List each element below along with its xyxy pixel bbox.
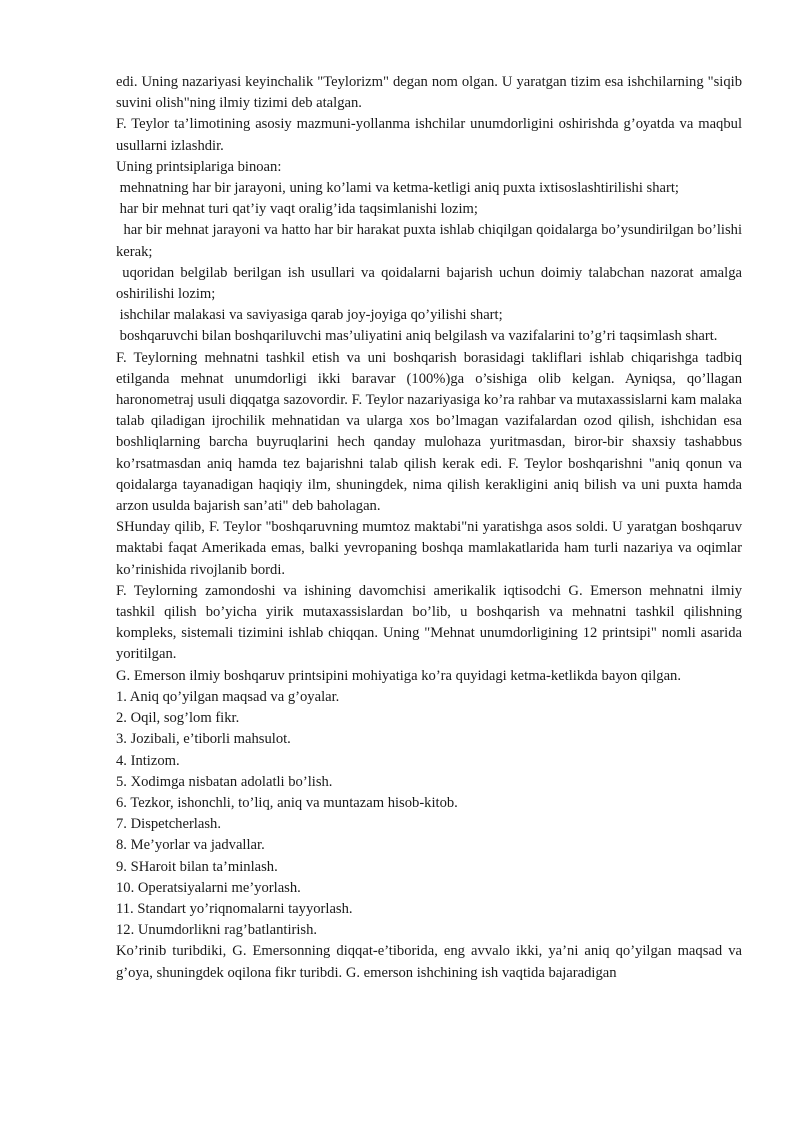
principle-item: har bir mehnat turi qat’iy vaqt oralig’ida taqsimlanishi lozim; xyxy=(116,201,478,218)
principle-item: har bir mehnat jarayoni va hatto har bir harakat puxta ishlab chiqilgan qoidalarga bo’ysundirilgan bo’lishi kerak; xyxy=(116,222,746,260)
list-item: 2. Oqil, sog’lom fikr. xyxy=(116,710,240,727)
principle-item: boshqaruvchi bilan boshqariluvchi mas’uliyatini aniq belgilash va vazifalarini to’g’ri taqsimlash shart. xyxy=(116,328,718,345)
principle-item: uqoridan belgilab berilgan ish usullari va qoidalarni bajarish uchun doimiy talabchan nazorat amalga oshirilishi lozim; xyxy=(116,264,746,303)
list-item: 5. Xodimga nisbatan adolatli bo’lish. xyxy=(116,773,333,790)
list-item: 7. Dispetcherlash. xyxy=(116,816,221,833)
emerson-principles-list xyxy=(116,687,742,941)
paragraph-emerson: F. Teylorning zamondoshi va ishining davomchisi amerikalik iqtisodchi G. Emerson mehnatni ilmiy tashkil qilish bo’yicha yirik mutaxassislardan bo’lib, u boshqarish va mehnatni tashkil qilishning kompleks, sistemali tizimini ishlab chiqqan. Uning "Mehnat unumdorligining 12 printsipi" nomli asarida yoritilgan. xyxy=(116,582,742,663)
list-item: 8. Me’yorlar va jadvallar. xyxy=(116,837,265,854)
paragraph-teylorizm: edi. Uning nazariyasi keyinchalik "Teylorizm" degan nom olgan. U yaratgan tizim esa ishchilarning "siqib suvini olish"ning ilmiy tizimi deb atalgan. xyxy=(116,74,742,112)
document-page xyxy=(116,72,746,984)
list-item: 12. Unumdorlikni rag’batlantirish. xyxy=(116,922,318,939)
list-item: 4. Intizom. xyxy=(116,752,180,769)
paragraph-teylor-mazmuni: F. Teylor ta’limotining asosiy mazmuni-yollanma ishchilar unumdorligini oshirishda g’oyatda va maqbul usullarni izlashdir. xyxy=(116,116,742,154)
list-item: 1. Aniq qo’yilgan maqsad va g’oyalar. xyxy=(116,688,340,705)
paragraph-closing: Ko’rinib turibdiki, G. Emersonning diqqat-e’tiborida, eng avvalo ikki, ya’ni aniq qo’yilgan maqsad va g’oya, shuningdek oqilona fikr turibdi. G. emerson ishchining ish vaqtida bajaradigan xyxy=(116,943,742,981)
principle-item: ishchilar malakasi va saviyasiga qarab joy-joyiga qo’yilishi shart; xyxy=(116,307,503,324)
list-item: 11. Standart yo’riqnomalarni tayyorlash. xyxy=(116,900,353,917)
list-item: 10. Operatsiyalarni me’yorlash. xyxy=(116,879,301,896)
paragraph-printsiplar-intro: Uning printsiplariga binoan: xyxy=(116,158,282,175)
paragraph-mumtoz-maktab: SHunday qilib, F. Teylor "boshqaruvning mumtoz maktabi"ni yaratishga asos soldi. U yaratgan boshqaruv maktabi faqat Amerikada emas, balki yevropaning boshqa mamlakatlarida ham turli nazariya va oqimlar ko’rinishida rivojlanib bordi. xyxy=(116,519,742,578)
list-item: 6. Tezkor, ishonchli, to’liq, aniq va muntazam hisob-kitob. xyxy=(116,794,458,811)
list-item: 3. Jozibali, e’tiborli mahsulot. xyxy=(116,731,291,748)
paragraph-teylor-takliflari: F. Teylorning mehnatni tashkil etish va uni boshqarish borasidagi takliflari ishlab chiqarishga tadbiq etilganda mehnat unumdorligi ikki baravar (100%)ga o’sishiga olib kelgan. Ayniqsa, qo’llagan haronometraj usuli diqqatga sazovordir. F. Teylor nazariyasiga ko’ra rahbar va mutaxassislarni kam malaka talab qiladigan ijrochilik mehnatidan va ularga xos bo’lmagan vazifalardan ozod qilish, ishchidan esa boshliqlarning barcha buyruqlarini hech qanday mulohaza yuritmasdan, biror-bir shaxsiy tashabbus ko’rsatmasdan aniq hamda tez bajarishni talab qilish kerak edi. F. Teylor boshqarishni "aniq qonun va qoidalarga tayanadigan haqiqiy ilm, shuningdek, nima qilish kerakligini aniq bilish va uni puxta hamda arzon usulda bajarish san’ati" deb baholagan. xyxy=(116,349,742,515)
list-item: 9. SHaroit bilan ta’minlash. xyxy=(116,858,278,875)
paragraph-emerson-intro: G. Emerson ilmiy boshqaruv printsipini mohiyatiga ko’ra quyidagi ketma-ketlikda bayon qilgan. xyxy=(116,667,681,684)
principle-item: mehnatning har bir jarayoni, uning ko’lami va ketma-ketligi aniq puxta ixtisoslashtirilishi shart; xyxy=(116,180,679,197)
